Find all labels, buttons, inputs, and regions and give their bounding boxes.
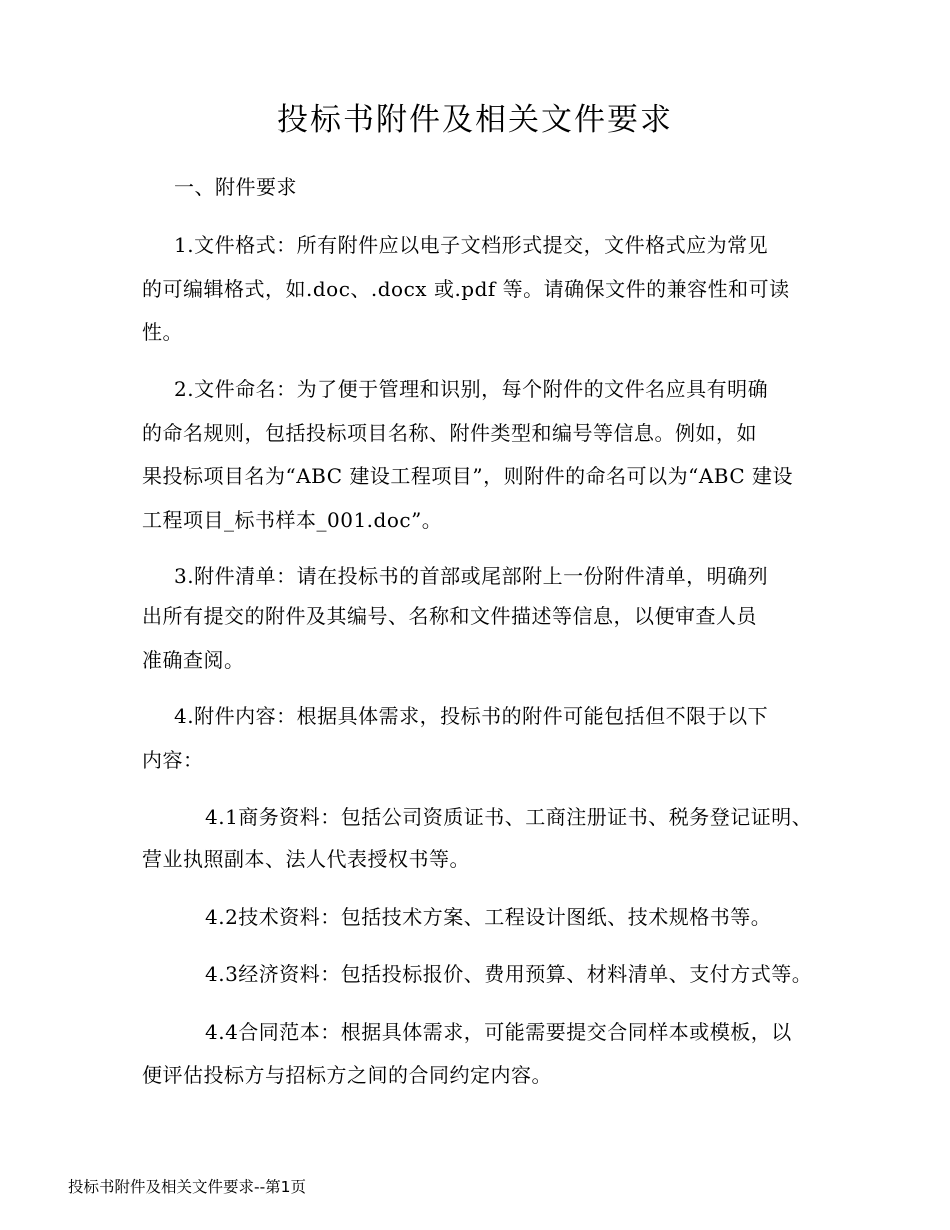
paragraph-line: 工程项目_标书样本_001.doc”。 xyxy=(142,508,443,532)
paragraph-line: 3.附件清单：请在投标书的首部或尾部附上一份附件清单，明确列 xyxy=(174,564,769,588)
paragraph-line: 出所有提交的附件及其编号、名称和文件描述等信息，以便审查人员 xyxy=(142,604,757,628)
document-title: 投标书附件及相关文件要求 xyxy=(277,102,673,138)
paragraph-line: 4.2技术资料：包括技术方案、工程设计图纸、技术规格书等。 xyxy=(205,905,772,929)
paragraph-line: 果投标项目名为“ABC 建设工程项目”，则附件的命名可以为“ABC 建设 xyxy=(142,464,794,488)
paragraph-line: 4.3经济资料：包括投标报价、费用预算、材料清单、支付方式等。 xyxy=(205,962,813,986)
section-heading: 一、附件要求 xyxy=(174,175,297,199)
paragraph-line: 4.1商务资料：包括公司资质证书、工商注册证书、税务登记证明、 xyxy=(205,805,813,829)
paragraph-line: 便评估投标方与招标方之间的合同约定内容。 xyxy=(142,1063,552,1087)
paragraph-line: 的可编辑格式，如.doc、.docx 或.pdf 等。请确保文件的兼容性和可读 xyxy=(142,277,790,301)
paragraph-line: 性。 xyxy=(142,320,183,344)
paragraph-line: 准确查阅。 xyxy=(142,648,245,672)
paragraph-line: 营业执照副本、法人代表授权书等。 xyxy=(142,847,470,871)
paragraph-line: 4.4合同范本：根据具体需求，可能需要提交合同样本或模板，以 xyxy=(205,1020,792,1044)
paragraph-line: 2.文件命名：为了便于管理和识别，每个附件的文件名应具有明确 xyxy=(174,377,769,401)
paragraph-line: 的命名规则，包括投标项目名称、附件类型和编号等信息。例如，如 xyxy=(142,421,757,445)
paragraph-line: 内容： xyxy=(142,748,204,772)
paragraph-line: 1.文件格式：所有附件应以电子文档形式提交，文件格式应为常见 xyxy=(174,233,769,257)
paragraph-line: 4.附件内容：根据具体需求，投标书的附件可能包括但不限于以下 xyxy=(174,704,769,728)
page-footer: 投标书附件及相关文件要求--第1页 xyxy=(68,1178,307,1196)
